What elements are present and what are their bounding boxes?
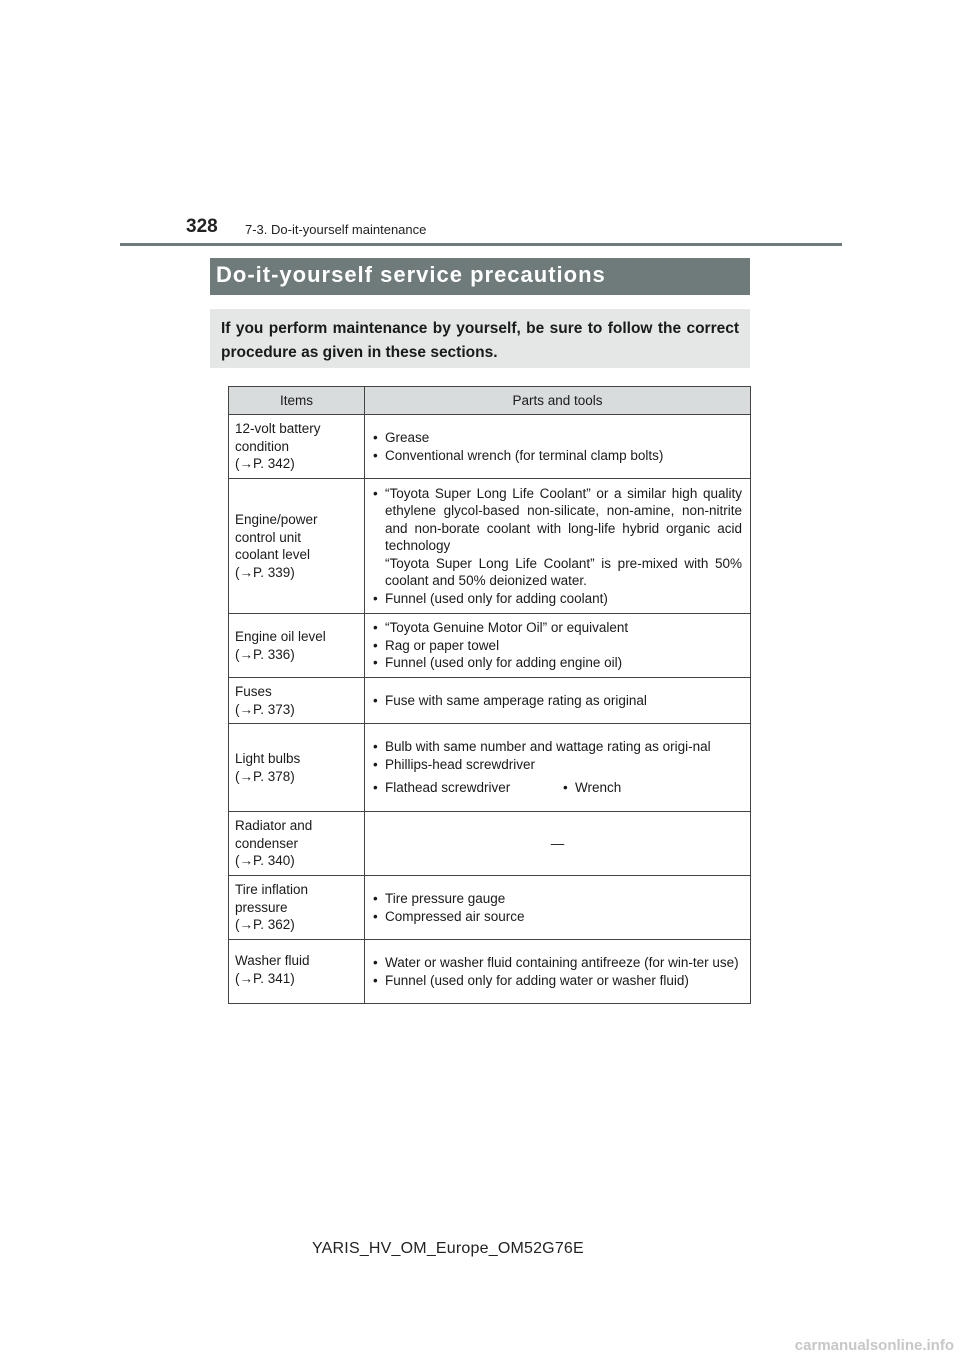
list-item: • “Toyota Genuine Motor Oil” or equivalent [373,620,629,636]
list-item: • Fuse with same amperage rating as original [373,692,647,708]
bullet-icon: • [373,739,378,755]
bullet-icon: • [373,692,378,708]
bullet-icon: • [373,972,378,988]
table-row [229,614,751,678]
parts-cell [365,614,751,678]
maintenance-table [228,386,751,1004]
list-item: • Tire pressure gauge [373,891,506,906]
coolant-note: “Toyota Super Long Life Coolant” is pre-mixed with 50% coolant and 50% deionized water. [385,555,742,589]
item-cell [229,876,365,940]
item-cell [229,678,365,724]
list-item: • Wrench [563,780,622,796]
table-row [229,812,751,876]
list-item: • Funnel (used only for adding engine oil) [373,655,623,671]
list-item: • “Toyota Super Long Life Coolant” or a similar high quality ethylene glycol-based non-silicate, non-amine, non-nitrite and non-borate coolant with long-life hybrid organic acid technology [373,485,742,554]
parts-list [373,590,742,608]
item-cell [229,479,365,614]
tool-pair [373,779,742,797]
parts-list [373,954,742,989]
watermark: carmanualsonline.info [794,1337,954,1354]
item-label: 12-volt battery condition (→P. 342) [235,421,321,472]
table-row [229,724,751,812]
list-item: • Funnel (used only for adding water or washer fluid) [373,972,689,988]
parts-cell [365,479,751,614]
page-number: 328 [186,216,218,237]
parts-list [373,738,742,773]
item-label: Radiator and condenser (→P. 340) [235,818,313,869]
parts-cell [365,876,751,940]
table-row [229,940,751,1004]
empty-dash: — [550,835,565,851]
list-item: • Rag or paper towel [373,637,500,653]
item-cell [229,724,365,812]
parts-list [373,429,742,464]
intro-box [210,309,750,368]
table-row [229,415,751,479]
item-label: Washer fluid (→P. 341) [235,953,310,986]
bullet-icon: • [373,485,378,501]
column-header-parts: Parts and tools [365,387,751,415]
bullet-icon: • [563,780,568,796]
item-cell [229,812,365,876]
bullet-icon: • [373,655,378,671]
list-item: • Compressed air source [373,908,525,924]
parts-list [373,619,742,672]
list-item: • Flathead screwdriver [373,780,511,796]
parts-cell [365,940,751,1004]
parts-cell [365,724,751,812]
parts-cell [365,812,751,876]
item-label: Tire inflation pressure (→P. 362) [235,882,309,933]
item-label: Light bulbs (→P. 378) [235,751,301,784]
item-cell [229,940,365,1004]
bullet-icon: • [373,955,378,970]
list-item: • Bulb with same number and wattage rating as origi-nal [373,739,711,755]
header-divider [120,243,842,246]
bullet-icon: • [373,620,378,636]
bullet-icon: • [373,908,378,924]
bullet-icon: • [373,447,378,463]
bullet-icon: • [373,590,378,606]
parts-cell [365,415,751,479]
list-item: • Water or washer fluid containing antifreeze (for win-ter use) [373,955,739,970]
list-item: • Phillips-head screwdriver [373,756,536,772]
page-title: Do-it-yourself service precautions [216,262,606,287]
list-item: • Conventional wrench (for terminal clamp bolts) [373,447,664,463]
parts-list [373,692,742,710]
table-header-row [229,387,751,415]
column-header-items: Items [229,387,365,415]
table-row [229,479,751,614]
intro-text: If you perform maintenance by yourself, be sure to follow the correct procedure as given in these sections. [221,320,739,361]
table-row [229,876,751,940]
item-cell [229,415,365,479]
parts-list [373,485,742,555]
bullet-icon: • [373,756,378,772]
bullet-icon: • [373,637,378,653]
item-label: Engine oil level (→P. 336) [235,629,326,662]
bullet-icon: • [373,780,378,796]
document-code: YARIS_HV_OM_Europe_OM52G76E [312,1240,584,1257]
list-item: • Funnel (used only for adding coolant) [373,590,608,606]
list-item: • Grease [373,430,430,445]
parts-list [373,890,742,925]
section-reference: 7-3. Do-it-yourself maintenance [245,222,427,237]
item-cell [229,614,365,678]
item-label: Fuses (→P. 373) [235,684,295,717]
table-row [229,678,751,724]
bullet-icon: • [373,430,378,445]
parts-cell [365,678,751,724]
section-title-bar [210,258,750,295]
bullet-icon: • [373,891,378,906]
item-label: Engine/power control unit coolant level (→P. 339) [235,512,318,580]
